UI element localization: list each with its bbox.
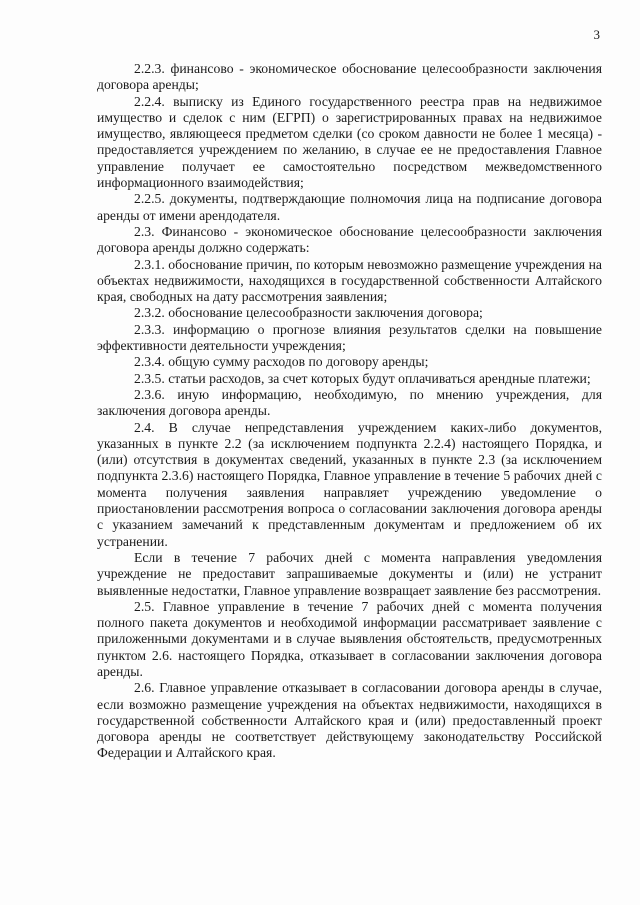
paragraph-2-2-5: 2.2.5. документы, подтверждающие полномочия лица на подписание договора аренды от имени арендодателя. xyxy=(97,191,602,223)
paragraph-2-2-4: 2.2.4. выписку из Единого государственного реестра прав на недвижимое имущество и сделок с ним (ЕГРП) о зарегистрированных правах на недвижимое имущество, являющееся предметом сделки (со сроком давности не более 1 месяца) - предоставляется учреждением по желанию, в случае ее не предоставления Главное управление получает ее самостоятельно посредством межведомственного информационного взаимодействия; xyxy=(97,93,602,191)
paragraph-2-2-3: 2.2.3. финансово - экономическое обоснование целесообразности заключения договора аренды; xyxy=(97,61,602,93)
paragraph-2-3-3: 2.3.3. информацию о прогнозе влияния результатов сделки на повышение эффективности деятельности учреждения; xyxy=(97,321,602,354)
paragraph-2-4: 2.4. В случае непредставления учреждением каких-либо документов, указанных в пункте 2.2 (за исключением подпункта 2.2.4) настоящего Порядка, и (или) отсутствия в документах сведений, указанных в пункте 2.3 (за исключением подпункта 2.3.6) настоящего Порядка, Главное управление в течение 5 рабочих дней с момента получения заявления направляет учреждению уведомление о приостановлении рассмотрения вопроса о согласовании заключения договора аренды с указанием замечаний к представленным документам и предложением об их устранении. xyxy=(97,419,602,549)
paragraph-2-3-5: 2.3.5. статьи расходов, за счет которых будут оплачиваться арендные платежи; xyxy=(134,370,591,386)
paragraph-2-3-4: 2.3.4. общую сумму расходов по договору аренды; xyxy=(134,354,429,370)
document-body xyxy=(97,61,602,762)
paragraph-2-3: 2.3. Финансово - экономическое обоснование целесообразности заключения договора аренды должно содержать: xyxy=(97,223,602,256)
paragraph-2-3-1: 2.3.1. обоснование причин, по которым невозможно размещение учреждения на объектах недвижимости, находящихся в государственной собственности Алтайского края, свободных на дату рассмотрения заявления; xyxy=(97,256,602,305)
paragraph-2-6: 2.6. Главное управление отказывает в согласовании договора аренды в случае, если возможно размещение учреждения на объектах недвижимости, находящихся в государственной собственности Алтайского края и (или) предоставленный проект договора аренды не соответствует действующему законодательству Российской Федерации и Алтайского края. xyxy=(97,680,602,761)
paragraph-2-5: 2.5. Главное управление в течение 7 рабочих дней с момента получения полного пакета документов и необходимой информации рассматривает заявление с приложенными документами и в случае выявления обстоятельств, предусмотренных пунктом 2.6. настоящего Порядка, отказывает в согласовании заключения договора аренды. xyxy=(97,598,602,679)
paragraph-2-3-2: 2.3.2. обоснование целесообразности заключения договора; xyxy=(134,305,483,321)
page-number: 3 xyxy=(593,27,600,42)
paragraph-2-3-6: 2.3.6. иную информацию, необходимую, по мнению учреждения, для заключения договора аренды. xyxy=(97,386,602,419)
paragraph-2-4-continued: Если в течение 7 рабочих дней с момента направления уведомления учреждение не предоставит запрашиваемые документы и (или) не устранит выявленные недостатки, Главное управление возвращает заявление без рассмотрения. xyxy=(97,549,602,598)
